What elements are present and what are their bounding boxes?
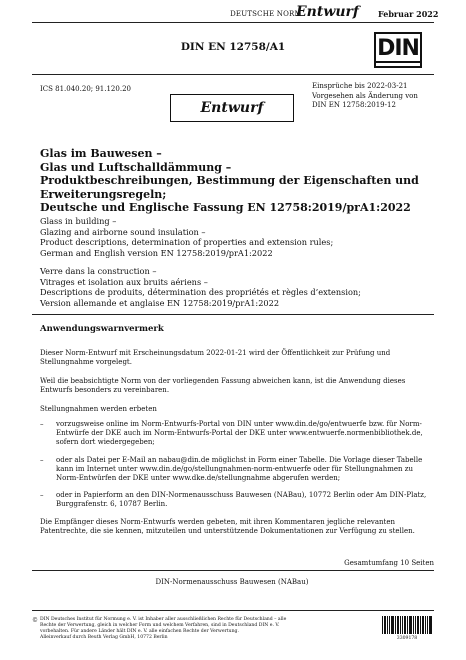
title-french [40, 266, 440, 308]
objection-replaces-standard: DIN EN 12758:2019-12 [312, 101, 396, 109]
title-fr-line: Vitrages et isolation aux bruits aériens – [40, 276, 208, 287]
title-en-line: Product descriptions, determination of properties and extension rules; [40, 237, 334, 248]
title-de-line: Glas und Luftschalldämmung – [40, 160, 232, 174]
bullet-email-text: oder als Datei per E-Mail an nabau@din.de möglichst in Form einer Tabelle. Die Vorlage dieser Tabelle kann im Internet unter www.din.de/go/stellungnahmen-norm-entwuerfe oder für Stellungnahmen zu Norm-Entwürfen der DKE unter www.dke.de/stellungnahme abgerufen werden; [56, 456, 423, 483]
warning-paragraph-publication: Dieser Norm-Entwurf mit Erscheinungsdatum 2022-01-21 wird der Öffentlichkeit zur Prüfung und Stellungnahme vorgelegt. [40, 349, 391, 367]
warning-heading: Anwendungswarnvermerk [40, 324, 164, 334]
bullet-paper-text: oder in Papierform an den DIN-Normenausschuss Bauwesen (NABau), 10772 Berlin oder Am DIN-Platz, Burggrafenstr. 6, 10787 Berlin. [56, 491, 427, 509]
header-divider [32, 22, 434, 23]
title-fr-line: Verre dans la construction – [40, 266, 157, 276]
title-en-line: German and English version EN 12758:2019/prA1:2022 [40, 247, 273, 258]
copyright-line: Alleinverkauf durch Beuth Verlag GmbH, 10772 Berlin [40, 635, 168, 640]
objection-replaces-label: Vorgesehen als Änderung von [312, 91, 418, 100]
title-fr-line: Descriptions de produits, détermination des propriétés et règles d’extension; [40, 287, 361, 298]
title-en-line: Glazing and airborne sound insulation – [40, 226, 206, 237]
document-type-label: DEUTSCHE NORM [230, 10, 302, 18]
title-fr-line: Version allemande et anglaise EN 12758:2019/prA1:2022 [40, 297, 280, 308]
copyright-line: DIN Deutsches Institut für Normung e. V. ist Inhaber aller ausschließlichen Rechte für Deutschland – alle [40, 617, 287, 622]
warning-divider-top [32, 314, 434, 315]
copyright-line: Rechte der Verwertung, gleich in welcher Form und welchem Verfahren, sind in Deutschland DIN e. V. [40, 623, 280, 628]
footer-divider [32, 610, 434, 611]
title-german [40, 147, 440, 215]
objection-deadline: Einsprüche bis 2022-03-21 [312, 82, 408, 90]
title-en-line: Glass in building – [40, 216, 117, 226]
draft-box: Entwurf [170, 94, 294, 122]
copyright-line: vorbehalten. Für andere Länder hält DIN e. V. alle einfachen Rechte der Verwertung. [40, 629, 239, 634]
ics-code: ICS 81.040.20; 91.120.20 [40, 85, 131, 93]
bullet-paper [40, 491, 435, 509]
warning-paragraph-comments-requested: Stellungnahmen werden erbeten [40, 405, 157, 413]
title-de-line: Deutsche und Englische Fassung EN 12758:2019/prA1:2022 [40, 201, 411, 214]
bullet-dash: – [40, 420, 44, 428]
title-english [40, 216, 440, 258]
committee-divider [32, 570, 434, 571]
title-de-line: Produktbeschreibungen, Bestimmung der Eigenschaften und [40, 174, 419, 187]
copyright-notice [40, 617, 372, 641]
barcode-number: 3309178 [396, 636, 418, 641]
bullet-email [40, 456, 435, 484]
title-divider [32, 74, 434, 75]
bullet-dash: – [40, 456, 44, 464]
draft-status-header: Entwurf [296, 4, 359, 20]
warning-paragraph-patents: Die Empfänger dieses Norm-Entwurfs werden gebeten, mit ihren Kommentaren jegliche relevanten Patentrechte, die sie kennen, mitzuteilen und unterstützende Dokumentationen zur Verfügung zu stellen. [40, 518, 415, 536]
bullet-online-portal [40, 420, 435, 448]
objection-info [312, 82, 452, 111]
barcode-icon [382, 616, 432, 634]
total-pages: Gesamtumfang 10 Seiten [344, 559, 434, 567]
publication-date: Februar 2022 [378, 9, 439, 19]
din-logo [374, 32, 422, 68]
din-logo-rule [376, 61, 420, 63]
title-de-line: Erweiterungsregeln; [40, 187, 167, 201]
bullet-online-portal-text: vorzugsweise online im Norm-Entwurfs-Portal von DIN unter www.din.de/go/entwuerfe bzw. für Norm-Entwürfe der DKE auch im Norm-Entwurfs-Portal der DKE unter www.entwuerfe.normenbibliothek.de, sofern dort wiedergegeben; [56, 420, 423, 447]
din-logo-text: DIN [377, 36, 419, 61]
copyright-symbol: © [32, 617, 38, 624]
title-de-line: Glas im Bauwesen – [40, 147, 162, 160]
committee-name: DIN-Normenausschuss Bauwesen (NABau) [155, 578, 309, 586]
bullet-dash: – [40, 491, 44, 499]
standard-number: DIN EN 12758/A1 [180, 41, 286, 53]
warning-paragraph-deviation: Weil die beabsichtigte Norm von der vorliegenden Fassung abweichen kann, ist die Anwendung dieses Entwurfs besonders zu vereinbaren. [40, 377, 406, 395]
